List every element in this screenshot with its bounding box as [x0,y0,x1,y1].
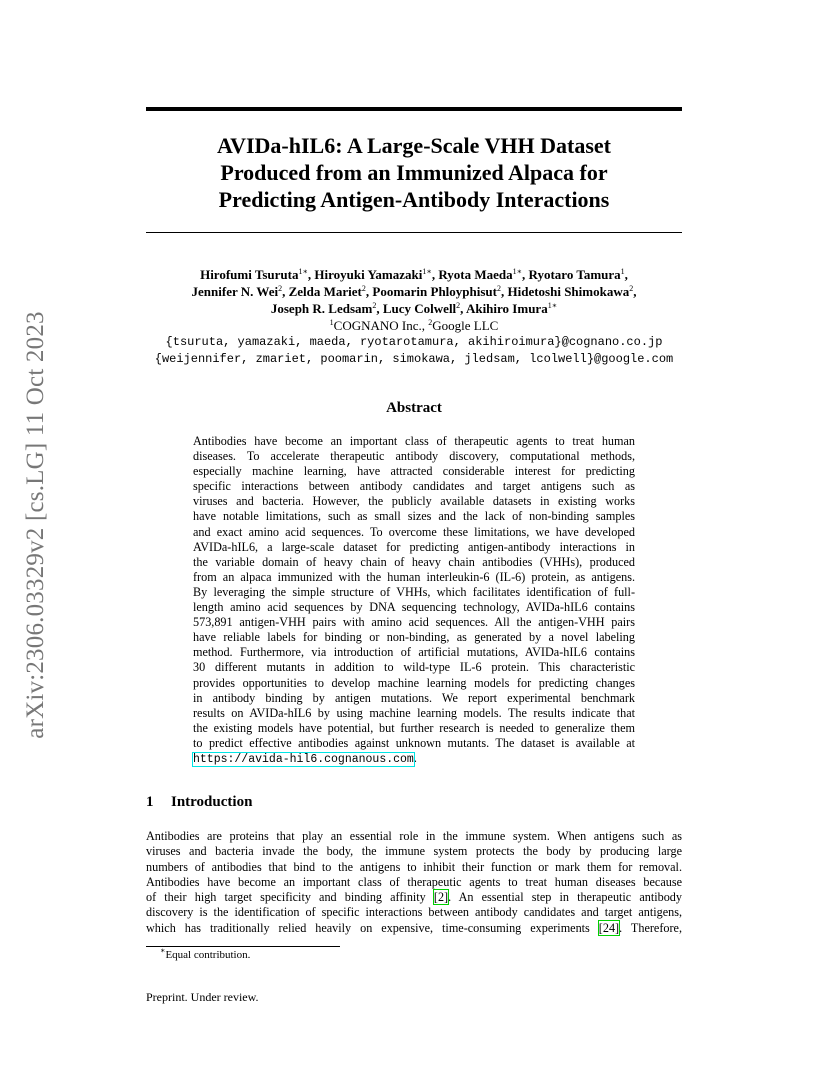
arxiv-identifier: arXiv:2306.03329v2 [cs.LG] 11 Oct 2023 [22,311,49,739]
abstract-line: have notable limitations, such as small sizes and the lack of non-binding samples [193,509,635,524]
intro-line: Antibodies are proteins that play an essential role in the immune system. When antigens such as [146,829,682,843]
preprint-notice: Preprint. Under review. [146,990,259,1004]
abstract-line: provides opportunities to develop machine learning models for predicting changes [193,675,635,690]
email-line-1: {tsuruta, yamazaki, maeda, ryotarotamura, akihiroimura}@cognano.co.jp [165,335,663,349]
section-heading-introduction [146,794,252,811]
intro-line: of their high target specificity and binding affinity [2]. An essential step in therapeutic antibody [146,890,682,905]
abstract-line: the variable domain of heavy chain of heavy chain antibodies (VHHs), produced [193,554,635,569]
abstract-body [193,434,635,767]
abstract-line: the existing models have potential, but further research is needed to generalize them [193,720,635,735]
dataset-link[interactable]: https://avida-hil6.cognanous.com [193,752,414,766]
section-number: 1 [146,794,154,810]
footnote-rule [146,946,340,947]
abstract-line: from an alpaca immunized with the human interleukin-6 (IL-6) protein, as antigens. [193,569,635,584]
title-bottom-rule [146,232,682,233]
arxiv-sidebar-stamp [10,290,62,760]
footnote-mark: ∗ [160,946,166,955]
abstract-line: specific interactions between antibody candidates and target antigens such as [193,479,635,494]
intro-line: which has traditionally relied heavily on expensive, time-consuming experiments [24]. Therefore, [146,920,682,935]
abstract-heading: Abstract [386,400,442,416]
abstract-line: By leveraging the simple structure of VHHs, which facilitates identification of full- [193,584,635,599]
title-line-2: Produced from an Immunized Alpaca for [220,160,608,185]
author-line-2: Jennifer N. Wei$^2$, Zelda Mariet$^2$, Poomarin Phloyphisut$^2$, Hidetoshi Shimokawa$^2$, [191,284,637,299]
abstract-line: especially machine learning, have attracted considerable interest for predicting [193,464,635,479]
author-block [146,266,682,368]
email-line-2: {weijennifer, zmariet, poomarin, simokawa, jledsam, lcolwell}@google.com [154,352,674,366]
intro-line: discovery is the identification of specific interactions between antibody candidates and target antigens, [146,905,682,920]
abstract-line: in antibody binding by antigen mutations. We report experimental benchmark [193,690,635,705]
paper-title [146,132,682,213]
section-title: Introduction [171,794,253,810]
abstract-line: viruses and bacteria. However, the publicly available datasets in existing works [193,494,635,509]
intro-line: Antibodies have become an important class of therapeutic agents to treat human diseases because [146,874,682,889]
abstract-line: AVIDa-hIL6, a large-scale dataset for predicting antigen-antibody interactions in [193,539,635,554]
abstract-line: and exact amino acid sequences. To overcome these limitations, we have developed [193,524,635,539]
affiliations: $^1$COGNANO Inc., $^2$Google LLC [329,318,499,333]
citation-link[interactable]: [24] [598,920,620,935]
author-line-3: Joseph R. Ledsam$^2$, Lucy Colwell$^2$, Akihiro Imura$^{1∗}$ [270,301,558,316]
intro-line: numbers of antibodies that bind to the antigens to inhibit their function or mark them for removal. [146,859,682,874]
footnote [160,946,251,961]
abstract-link-line: https://avida-hil6.cognanous.com. [193,750,417,766]
title-line-3: Predicting Antigen-Antibody Interactions [218,187,610,212]
abstract-line: Antibodies have become an important class of therapeutic agents to treat human [193,434,635,448]
title-top-rule [146,107,682,111]
intro-line: viruses and bacteria invade the body, the immune system protects the body by producing large [146,844,682,859]
abstract-line: length amino acid sequences by DNA sequencing technology, AVIDa-hIL6 contains [193,600,635,615]
abstract-line: to predict effective antibodies against unknown mutants. The dataset is available at [193,735,635,750]
footnote-text: Equal contribution. [165,949,251,961]
author-line-1: Hirofumi Tsuruta$^{1∗}$, Hiroyuki Yamazaki$^{1∗}$, Ryota Maeda$^{1∗}$, Ryotaro Tamura$^1$, [200,267,628,282]
introduction-body [146,829,682,936]
abstract-line: results on AVIDa-hIL6 by using machine learning models. The results indicate that [193,705,635,720]
abstract-line: 30 different mutants in addition to wild-type IL-6 protein. This characteristic [193,660,635,675]
abstract-line: 573,891 antigen-VHH pairs with amino acid sequences. All the antigen-VHH pairs [193,615,635,630]
citation-link[interactable]: [2] [433,890,449,905]
abstract-line: method. Furthermore, via introduction of artificial mutations, AVIDa-hIL6 contains [193,645,635,660]
abstract-line: diseases. To accelerate therapeutic antibody discovery, computational methods, [193,449,635,464]
abstract-line: have reliable labels for binding or non-binding, as generated by a novel labeling [193,630,635,645]
title-line-1: AVIDa-hIL6: A Large-Scale VHH Dataset [217,133,611,158]
